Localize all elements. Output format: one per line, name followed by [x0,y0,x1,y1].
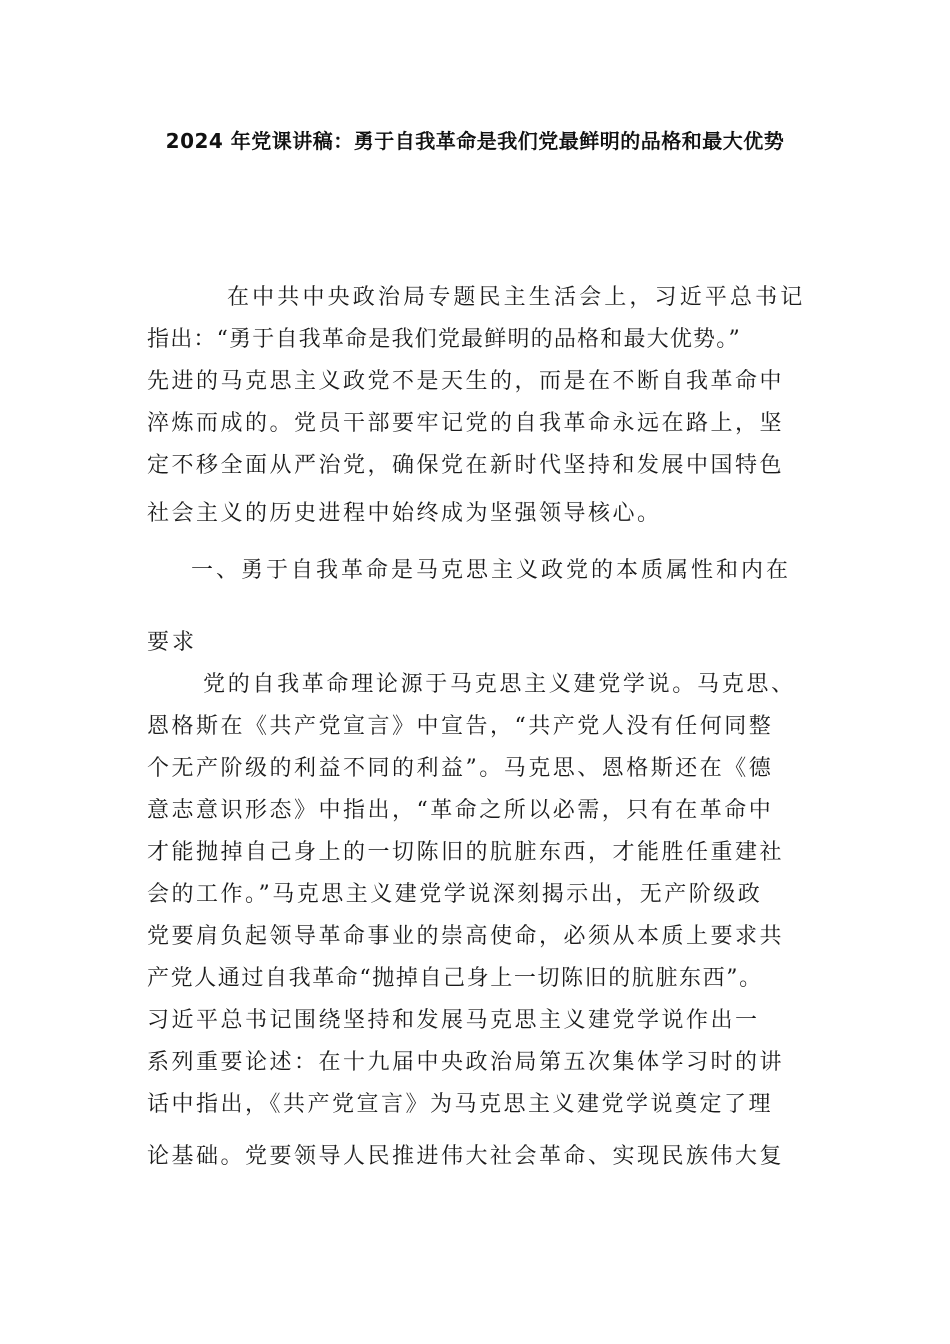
paragraph-intro [147,277,807,535]
paragraph-line: 社会主义的历史进程中始终成为坚强领导核心。 [147,501,662,526]
section-heading-line: 一、勇于自我革命是马克思主义政党的本质属性和内在 [191,558,792,583]
paragraph-line: 系列重要论述：在十九届中央政治局第五次集体学习时的讲 [147,1050,785,1075]
paragraph-line: 产党人通过自我革命“抛掉自己身上一切陈旧的肮脏东西”。 [147,966,763,991]
paragraph-line: 才能抛掉自己身上的一切陈旧的肮脏东西，才能胜任重建社 [147,840,785,865]
paragraph-line: 党的自我革命理论源于马克思主义建党学说。马克思、 [203,672,796,697]
paragraph-line: 话中指出，《共产党宣言》为马克思主义建党学说奠定了理 [147,1092,774,1117]
paragraph-line: 论基础。党要领导人民推进伟大社会革命、实现民族伟大复 [147,1144,785,1169]
paragraph-line: 定不移全面从严治党，确保党在新时代坚持和发展中国特色 [147,453,785,478]
paragraph-line: 意志意识形态》中指出，“革命之所以必需，只有在革命中 [147,798,774,823]
paragraph-line: 先进的马克思主义政党不是天生的，而是在不断自我革命中 [147,369,785,394]
paragraph-line: 党要肩负起领导革命事业的崇高使命，必须从本质上要求共 [147,924,785,949]
section-heading-line: 要求 [147,630,198,655]
paragraph-theory [147,664,807,1178]
document-title: 2024 年党课讲稿：勇于自我革命是我们党最鲜明的品格和最大优势 [165,129,785,153]
paragraph-line: 个无产阶级的利益不同的利益”。马克思、恩格斯还在《德 [147,756,774,781]
paragraph-line: 习近平总书记围绕坚持和发展马克思主义建党学说作出一 [147,1008,760,1033]
paragraph-line: 淬炼而成的。党员干部要牢记党的自我革命永远在路上，坚 [147,411,785,436]
paragraph-line: 在中共中央政治局专题民主生活会上，习近平总书记 [227,285,806,310]
paragraph-line: 恩格斯在《共产党宣言》中宣告，“共产党人没有任何同整 [147,714,774,739]
paragraph-line: 指出：“勇于自我革命是我们党最鲜明的品格和最大优势。” [147,327,741,352]
paragraph-line: 会的工作。”马克思主义建党学说深刻揭示出，无产阶级政 [147,882,763,907]
section-heading-1 [147,550,807,664]
